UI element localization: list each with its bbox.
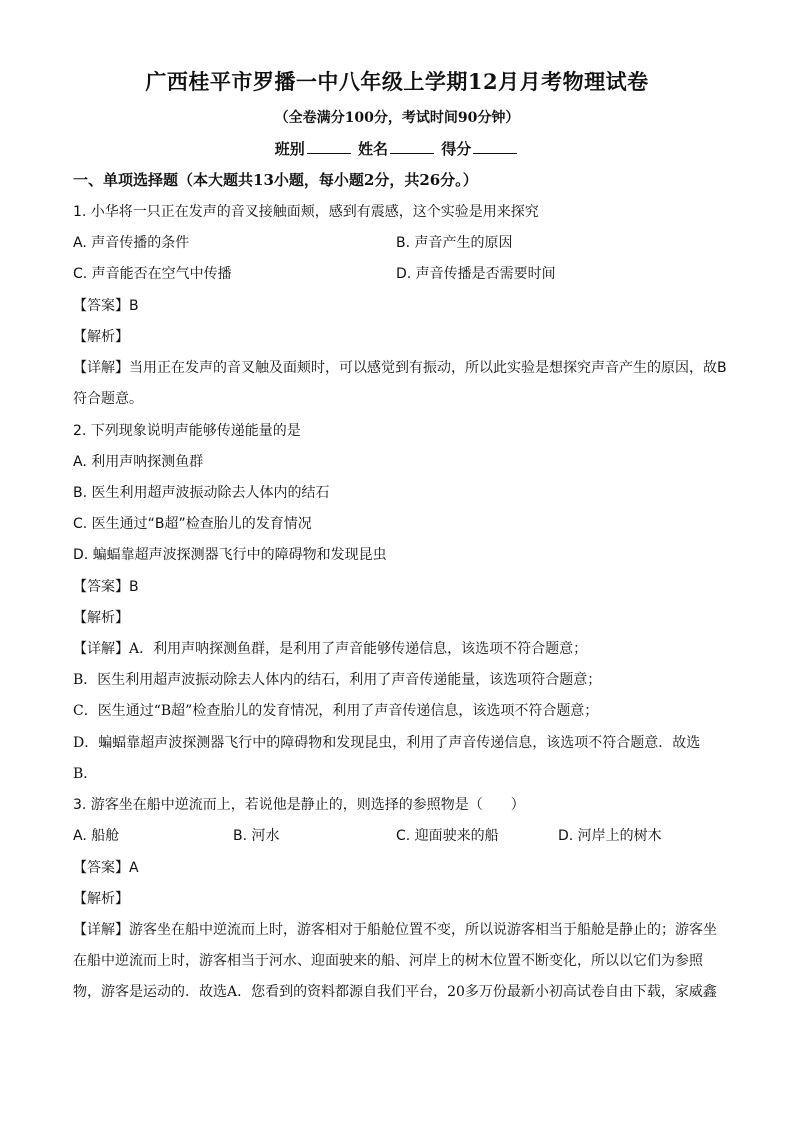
- exam-title: 广西桂平市罗播一中八年级上学期12月月考物理试卷: [145, 69, 649, 94]
- option-b: B. 医生利用超声波振动除去人体内的结石: [73, 485, 330, 501]
- exam-subtitle: （全卷满分100分，考试时间90分钟）: [274, 110, 520, 126]
- detail-line: D．蝙蝠靠超声波探测器飞行中的障碍物和发现昆虫，利用了声音传递信息，该选项不符合题意．故选: [73, 735, 701, 751]
- detail-line: 在船中逆流而上时，游客相当于河水、迎面驶来的船、河岸上的树木位置不断变化，所以以它们为参照: [73, 953, 703, 969]
- detail-line: B．: [73, 766, 98, 782]
- option-a: A. 船舱: [73, 828, 120, 844]
- option-c: C. 声音能否在空气中传播: [73, 266, 232, 282]
- answer-label: 【答案】B: [73, 298, 139, 314]
- option-a: A. 声音传播的条件: [73, 235, 190, 251]
- score-label: 得分: [441, 140, 472, 158]
- class-blank: [307, 139, 351, 154]
- score-blank: [473, 139, 517, 154]
- answer-label: 【答案】B: [73, 579, 139, 595]
- question-stem: 3. 游客坐在船中逆流而上，若说他是静止的，则选择的参照物是（ ）: [73, 797, 525, 813]
- option-d: D. 蝙蝠靠超声波探测器飞行中的障碍物和发现昆虫: [73, 547, 387, 563]
- option-d: D. 声音传播是否需要时间: [396, 266, 556, 282]
- option-b: B. 声音产生的原因: [396, 235, 513, 251]
- name-label: 姓名: [357, 140, 388, 158]
- option-c: C. 医生通过“B超”检查胎儿的发育情况: [73, 516, 312, 532]
- detail-line: 物，游客是运动的．故选A．您看到的资料都源自我们平台，20多万份最新小初高试卷自由下载，家威鑫: [73, 984, 717, 1000]
- detail-line: 符合题意。: [73, 391, 143, 407]
- detail-line: 【详解】游客坐在船中逆流而上时，游客相对于船舱位置不变，所以说游客相当于船舱是静止的；游客坐: [73, 922, 717, 938]
- section-heading: 一、单项选择题（本大题共13小题，每小题2分，共26分。）: [73, 171, 478, 189]
- detail-line: 【详解】A．利用声呐探测鱼群，是利用了声音能够传递信息，该选项不符合题意；: [73, 641, 588, 657]
- detail-line: B．医生利用超声波振动除去人体内的结石，利用了声音传递能量，该选项符合题意；: [73, 672, 602, 688]
- analysis-label: 【解析】: [73, 610, 129, 626]
- option-b: B. 河水: [233, 828, 280, 844]
- option-d: D. 河岸上的树木: [558, 828, 662, 844]
- student-info-line: [0, 138, 794, 159]
- option-a: A. 利用声呐探测鱼群: [73, 454, 204, 470]
- detail-line: 【详解】当用正在发声的音叉触及面颊时，可以感觉到有振动，所以此实验是想探究声音产生的原因，故B: [73, 360, 727, 376]
- question-stem: 1. 小华将一只正在发声的音叉接触面颊，感到有震感，这个实验是用来探究: [73, 204, 539, 220]
- analysis-label: 【解析】: [73, 891, 129, 907]
- class-label: 班别: [274, 140, 305, 158]
- name-blank: [390, 139, 434, 154]
- answer-label: 【答案】A: [73, 860, 139, 876]
- analysis-label: 【解析】: [73, 329, 129, 345]
- option-c: C. 迎面驶来的船: [396, 828, 499, 844]
- detail-line: C．医生通过“B超”检查胎儿的发育情况，利用了声音传递信息，该选项不符合题意；: [73, 703, 599, 719]
- question-stem: 2. 下列现象说明声能够传递能量的是: [73, 423, 301, 439]
